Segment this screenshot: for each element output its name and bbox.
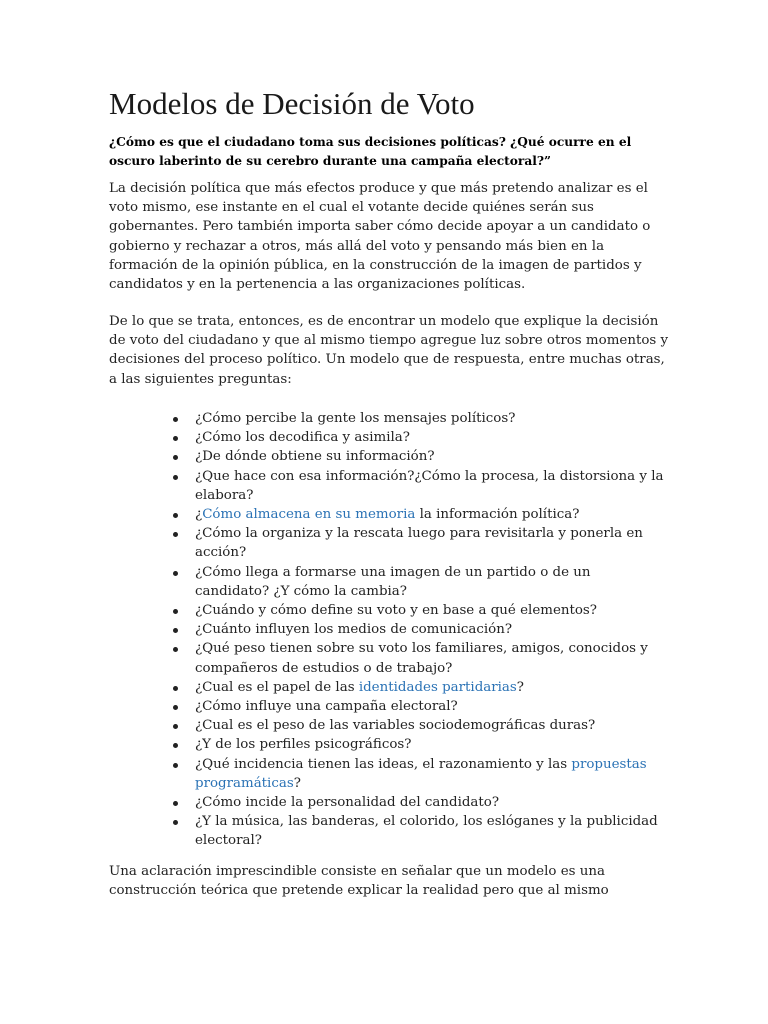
list-item: ¿Cuándo y cómo define su voto y en base a qué elementos?	[195, 601, 665, 620]
list-item: ¿Y la música, las banderas, el colorido, los eslóganes y la publicidad electoral?	[195, 812, 665, 850]
list-item: ¿Cómo percibe la gente los mensajes políticos?	[195, 409, 665, 428]
list-item: ¿Cual es el papel de las identidades partidarias?	[195, 678, 665, 697]
paragraph-1: La decisión política que más efectos produce y que más pretendo analizar es el voto mismo, ese instante en el cual el votante decide quiénes serán sus gobernantes. Pero también importa saber cómo decide apoyar a un candidato o gobierno y rechazar a otros, más allá del voto y pensando más bien en la formación de la opinión pública, en la construcción de la imagen de partidos y candidatos y en la pertenencia a las organizaciones políticas.	[109, 181, 651, 293]
bullet-icon	[173, 724, 178, 729]
memory-link[interactable]: Cómo almacena en su memoria	[202, 507, 416, 523]
bullet-icon	[173, 571, 178, 576]
list-item: ¿Qué peso tienen sobre su voto los familiares, amigos, conocidos y compañeros de estudios o de trabajo?	[195, 639, 665, 677]
bullet-icon	[173, 647, 178, 652]
bullet-icon	[173, 513, 178, 518]
bullet-icon	[173, 801, 178, 806]
bullet-icon	[173, 455, 178, 460]
bullet-icon	[173, 820, 178, 825]
list-item: ¿Cómo influye una campaña electoral?	[195, 697, 665, 716]
list-item: ¿Y de los perfiles psicográficos?	[195, 735, 665, 754]
paragraph-3: Una aclaración imprescindible consiste en señalar que un modelo es una construcción teórica que pretende explicar la realidad pero que al mismo	[109, 864, 609, 899]
question-list	[195, 409, 665, 851]
list-item: ¿De dónde obtiene su información?	[195, 447, 665, 466]
bullet-icon	[173, 743, 178, 748]
subtitle: ¿Cómo es que el ciudadano toma sus decisiones políticas? ¿Qué ocurre en el oscuro laberinto de su cerebro durante una campaña electoral?”	[109, 135, 632, 168]
list-item: ¿Cómo la organiza y la rescata luego para revisitarla y ponerla en acción?	[195, 524, 665, 562]
bullet-icon	[173, 532, 178, 537]
bullet-icon	[173, 628, 178, 633]
bullet-icon	[173, 609, 178, 614]
programmatic-proposals-link[interactable]: propuestas programáticas	[195, 756, 647, 791]
bullet-icon	[173, 436, 178, 441]
bullet-icon	[173, 475, 178, 480]
list-item: ¿Cómo llega a formarse una imagen de un partido o de un candidato? ¿Y cómo la cambia?	[195, 563, 665, 601]
bullet-icon	[173, 417, 178, 422]
list-item: ¿Cómo incide la personalidad del candidato?	[195, 793, 665, 812]
bullet-icon	[173, 686, 178, 691]
list-item: ¿Cual es el peso de las variables sociodemográficas duras?	[195, 716, 665, 735]
bullet-icon	[173, 705, 178, 710]
list-item: ¿Qué incidencia tienen las ideas, el razonamiento y las propuestas programáticas?	[195, 755, 665, 793]
list-item: ¿Cómo almacena en su memoria la información política?	[195, 505, 665, 524]
bullet-icon	[173, 763, 178, 768]
list-item: ¿Cómo los decodifica y asimila?	[195, 428, 665, 447]
page-title: Modelos de Decisión de Voto	[109, 86, 475, 121]
list-item: ¿Que hace con esa información?¿Cómo la procesa, la distorsiona y la elabora?	[195, 467, 665, 505]
party-identities-link[interactable]: identidades partidarias	[358, 679, 517, 695]
paragraph-2: De lo que se trata, entonces, es de encontrar un modelo que explique la decisión de voto del ciudadano y que al mismo tiempo agregue luz sobre otros momentos y decisiones del proceso político. Un modelo que de respuesta, entre muchas otras, a las siguientes preguntas:	[109, 314, 669, 387]
list-item: ¿Cuánto influyen los medios de comunicación?	[195, 620, 665, 639]
